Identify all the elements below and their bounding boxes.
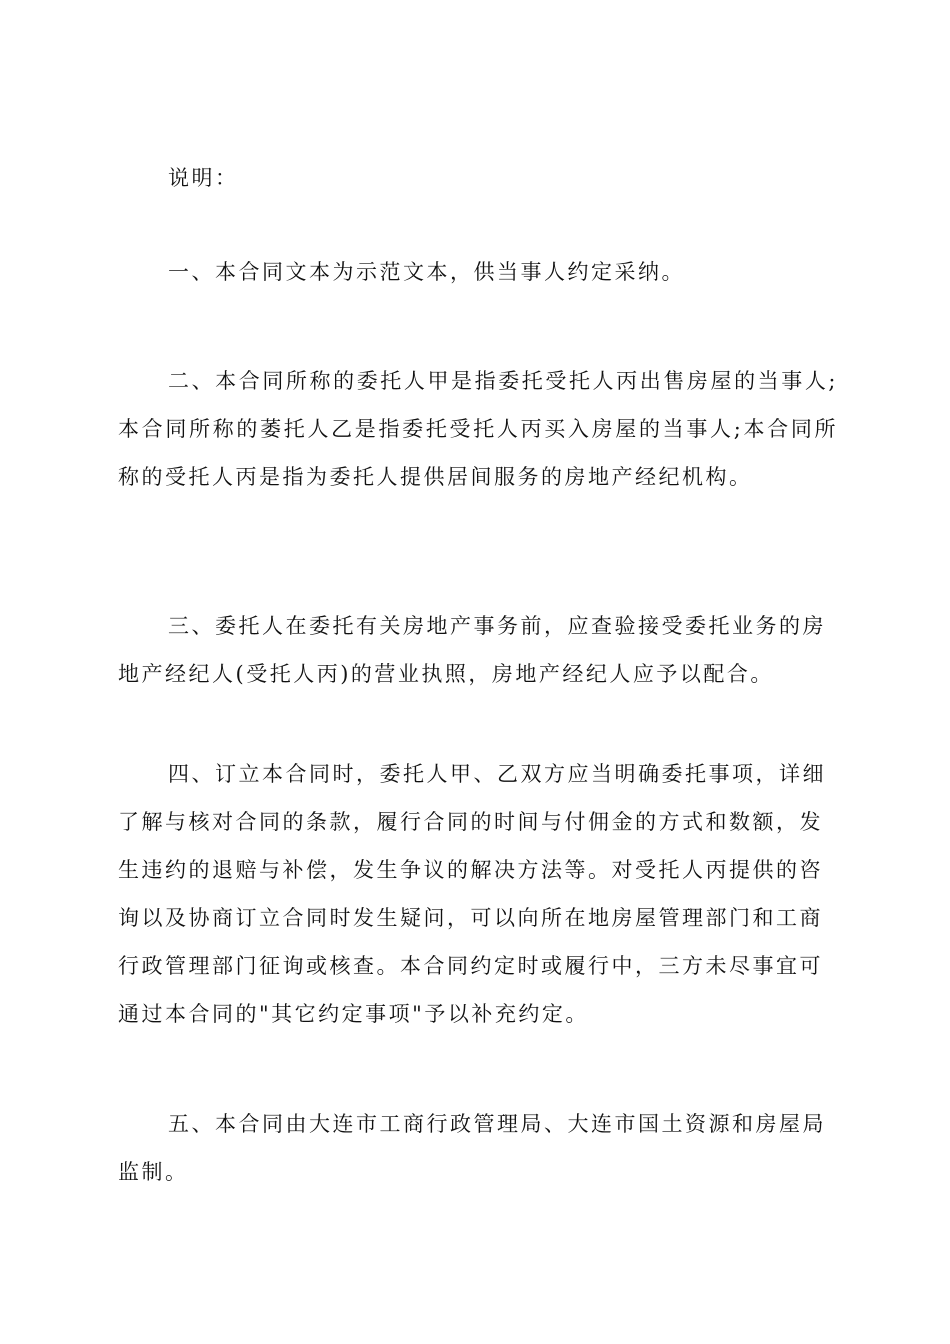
paragraph-4: 四、订立本合同时，委托人甲、乙双方应当明确委托事项，详细了解与核对合同的条款，履行合同的时间与付佣金的方式和数额，发生违约的退赔与补偿，发生争议的解决方法等。对受托人丙提供的咨询以及协商订立合同时发生疑问，可以向所在地房屋管理部门和工商行政管理部门征询或核查。本合同约定时或履行中，三方未尽事宜可通过本合同的"其它约定事项"予以补充约定。	[118, 762, 826, 1026]
paragraph-3: 三、委托人在委托有关房地产事务前，应查验接受委托业务的房地产经纪人(受托人丙)的营业执照，房地产经纪人应予以配合。	[118, 614, 826, 686]
paragraph-1: 一、本合同文本为示范文本，供当事人约定采纳。	[168, 260, 685, 284]
paragraph-5: 五、本合同由大连市工商行政管理局、大连市国土资源和房屋局监制。	[118, 1112, 826, 1184]
paragraph-2: 二、本合同所称的委托人甲是指委托受托人丙出售房屋的当事人;本合同所称的萎托人乙是指委托受托人丙买入房屋的当事人;本合同所称的受托人丙是指为委托人提供居间服务的房地产经纪机构。	[118, 369, 838, 489]
section-heading: 说明：	[168, 166, 239, 190]
